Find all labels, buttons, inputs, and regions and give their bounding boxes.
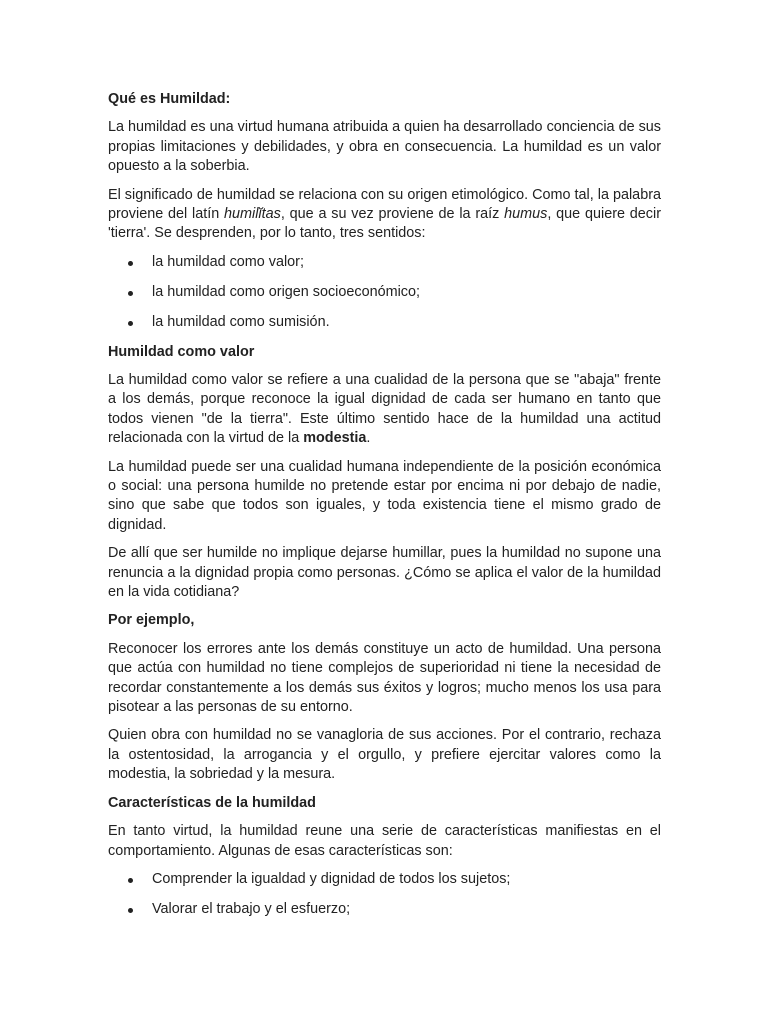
list-item-text: la humildad como valor; <box>152 253 304 270</box>
paragraph-definition: La humildad es una virtud humana atribuida a quien ha desarrollado conciencia de sus propias limitaciones y debilidades, y obra en consecuencia. La humildad es un valor opuesto a la soberbia. <box>108 119 661 175</box>
list-item <box>108 900 661 919</box>
section-heading-por-ejemplo: Por ejemplo, <box>108 612 195 629</box>
text-run: La humildad como valor se refiere a una cualidad de la persona que se "abaja" frente a los demás, porque reconoce la igual dignidad de cada ser humano en tanto que todos vienen "de la tierra". Este último sentido hace de la humildad una actitud relacionada con la virtud de la <box>108 371 661 447</box>
list-item-text: la humildad como sumisión. <box>152 313 330 330</box>
paragraph-vanagloria: Quien obra con humildad no se vanagloria de sus acciones. Por el contrario, rechaza la ostentosidad, la arrogancia y el orgullo, y prefiere ejercitar valores como la modestia, la sobriedad y la mesura. <box>108 727 661 783</box>
paragraph-characteristics: En tanto virtud, la humildad reune una serie de características manifiestas en el comportamiento. Algunas de esas características son: <box>108 823 661 859</box>
paragraph-etymology <box>108 186 661 244</box>
list-item <box>108 283 661 302</box>
document-page <box>108 90 661 930</box>
latin-term-humus: humus <box>504 206 548 223</box>
list-item-text: la humildad como origen socioeconómico; <box>152 283 420 300</box>
list-item <box>108 870 661 889</box>
section-heading-caracteristicas: Características de la humildad <box>108 794 316 811</box>
list-item-text: Valorar el trabajo y el esfuerzo; <box>152 900 351 917</box>
senses-list <box>108 253 661 332</box>
section-heading-humildad-como-valor: Humildad como valor <box>108 343 255 360</box>
paragraph-dignity: De allí que ser humilde no implique dejarse humillar, pues la humildad no supone una renuncia a la dignidad propia como personas. ¿Cómo se aplica el valor de la humildad en la vida cotidiana? <box>108 545 661 601</box>
text-run: El significado de humildad se relaciona con su origen etimológico. Como tal, la palabra proviene del latín <box>108 186 661 223</box>
emphasis-modestia: modestia <box>303 430 367 447</box>
bullet-icon <box>128 908 133 913</box>
text-run: . <box>366 430 371 447</box>
paragraph-errors: Reconocer los errores ante los demás constituye un acto de humildad. Una persona que actúa con humildad no tiene complejos de superioridad ni tiene la necesidad de recordar constantemente a los demás sus éxitos y logros; mucho menos los usa para pisotear a las personas de su entorno. <box>108 640 661 716</box>
list-item <box>108 253 661 272</box>
list-item-text: Comprender la igualdad y dignidad de todos los sujetos; <box>152 870 511 887</box>
section-heading-que-es-humildad: Qué es Humildad: <box>108 91 231 107</box>
characteristics-list <box>108 870 661 919</box>
bullet-icon <box>128 291 133 296</box>
paragraph-value <box>108 371 661 449</box>
latin-term-humilitas: humilĭtas <box>224 206 281 223</box>
bullet-icon <box>128 261 133 266</box>
bullet-icon <box>128 321 133 326</box>
list-item <box>108 313 661 332</box>
text-run: , que quiere decir 'tierra'. Se desprenden, por lo tanto, tres sentidos: <box>108 206 661 242</box>
text-run: , que a su vez proviene de la raíz <box>280 206 505 223</box>
bullet-icon <box>128 878 133 883</box>
paragraph-independence: La humildad puede ser una cualidad humana independiente de la posición económica o social: una persona humilde no pretende estar por encima ni por debajo de nadie, sino que sabe que todos son iguales, y toda existencia tiene el mismo grado de dignidad. <box>108 458 661 533</box>
